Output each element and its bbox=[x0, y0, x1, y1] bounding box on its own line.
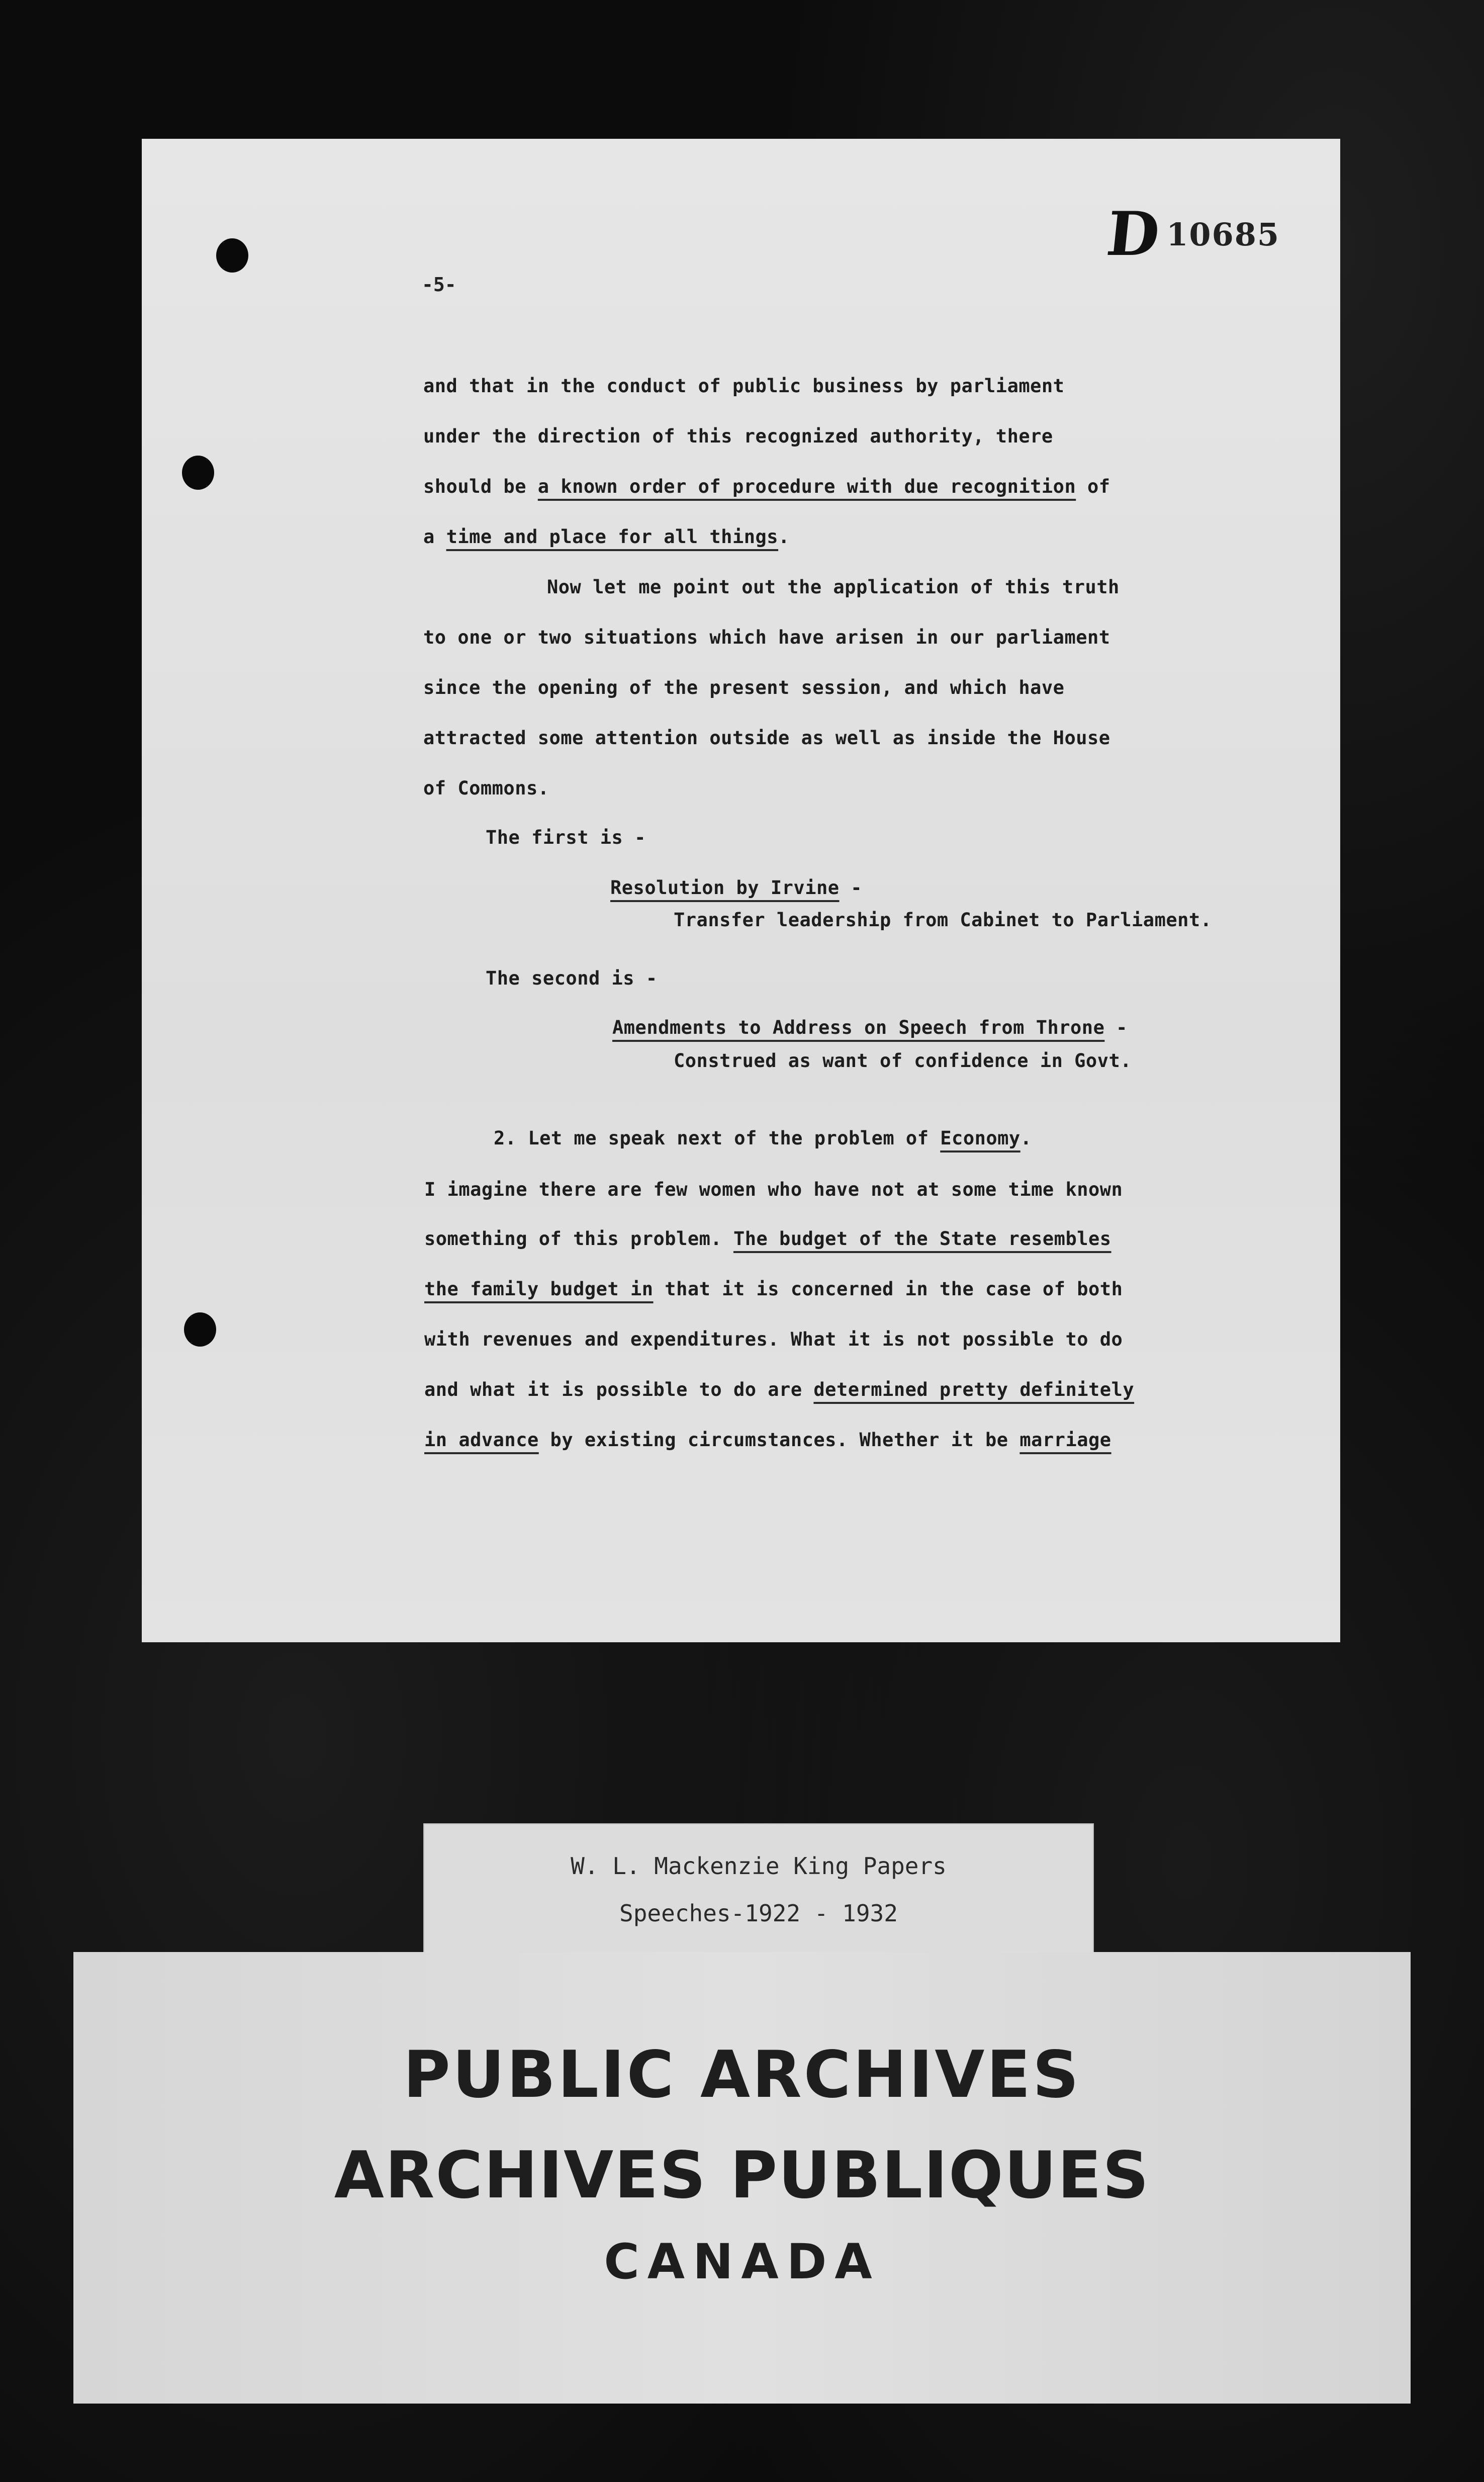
text-segment: of Commons. bbox=[423, 777, 549, 799]
punch-hole bbox=[182, 456, 214, 490]
text-segment: - bbox=[839, 877, 863, 899]
text-segment: Construed as want of confidence in Govt. bbox=[674, 1050, 1132, 1072]
text-line bbox=[674, 909, 1212, 931]
text-line bbox=[424, 1328, 1123, 1350]
text-segment: to one or two situations which have arisen in our parliament bbox=[423, 627, 1110, 648]
text-segment: 2. Let me speak next of the problem of bbox=[494, 1127, 941, 1149]
collection-series: Speeches-1922 - 1932 bbox=[619, 1900, 898, 1927]
text-segment: attracted some attention outside as well as inside the House bbox=[423, 727, 1110, 749]
text-line bbox=[424, 1179, 1123, 1200]
text-line bbox=[424, 1429, 1111, 1451]
text-line bbox=[612, 1017, 1128, 1038]
document-page bbox=[142, 139, 1340, 1642]
text-line bbox=[423, 425, 1053, 447]
text-line bbox=[423, 375, 1064, 397]
text-line bbox=[424, 1278, 1123, 1300]
text-line bbox=[423, 627, 1110, 648]
text-line bbox=[423, 777, 549, 799]
text-segment: under the direction of this recognized authority, there bbox=[423, 425, 1053, 447]
page-number: -5- bbox=[422, 274, 456, 296]
text-line bbox=[423, 727, 1110, 749]
text-segment: with revenues and expenditures. What it is not possible to do bbox=[424, 1328, 1123, 1350]
underlined-text: marriage bbox=[1019, 1429, 1111, 1451]
text-segment: of bbox=[1076, 476, 1110, 497]
text-line bbox=[610, 877, 862, 899]
underlined-text: The budget of the State resembles bbox=[733, 1228, 1111, 1250]
punch-hole bbox=[184, 1312, 216, 1347]
punch-hole bbox=[216, 238, 248, 273]
text-segment: something of this problem. bbox=[424, 1228, 733, 1250]
text-segment: . bbox=[1020, 1127, 1032, 1149]
text-segment: . bbox=[778, 526, 790, 548]
text-line bbox=[486, 967, 658, 989]
text-line bbox=[494, 1127, 1032, 1149]
reference-number: 10685 bbox=[1166, 216, 1280, 253]
archive-country: CANADA bbox=[604, 2234, 880, 2290]
text-segment: The second is - bbox=[486, 967, 658, 989]
collection-label bbox=[423, 1823, 1094, 1959]
archive-label bbox=[73, 1952, 1411, 2404]
collection-name: W. L. Mackenzie King Papers bbox=[571, 1852, 947, 1880]
text-line bbox=[424, 1228, 1111, 1250]
text-line bbox=[674, 1050, 1132, 1072]
text-segment: by existing circumstances. Whether it be bbox=[538, 1429, 1020, 1451]
text-segment: I imagine there are few women who have not at some time known bbox=[424, 1179, 1123, 1200]
underlined-text: Economy bbox=[940, 1127, 1021, 1149]
text-segment: a bbox=[423, 526, 446, 548]
text-line bbox=[547, 576, 1120, 598]
document-reference bbox=[1103, 199, 1280, 270]
text-segment: - bbox=[1104, 1017, 1128, 1038]
text-segment: and what it is possible to do are bbox=[424, 1379, 814, 1400]
text-segment: and that in the conduct of public business by parliament bbox=[423, 375, 1065, 397]
text-line bbox=[486, 827, 646, 848]
text-segment: should be bbox=[423, 476, 538, 497]
underlined-text: determined pretty definitely bbox=[813, 1379, 1135, 1400]
underlined-text: the family budget in bbox=[424, 1278, 654, 1300]
reference-prefix: D bbox=[1103, 199, 1163, 270]
text-segment: since the opening of the present session, and which have bbox=[423, 677, 1065, 698]
archive-name-fr: ARCHIVES PUBLIQUES bbox=[334, 2138, 1150, 2213]
text-line bbox=[423, 526, 790, 548]
text-segment: that it is concerned in the case of both bbox=[653, 1278, 1123, 1300]
text-line bbox=[424, 1379, 1134, 1400]
text-segment: The first is - bbox=[486, 827, 646, 848]
underlined-text: Amendments to Address on Speech from Throne bbox=[612, 1017, 1105, 1038]
text-segment: Now let me point out the application of this truth bbox=[547, 576, 1120, 598]
underlined-text: Resolution by Irvine bbox=[610, 877, 840, 899]
underlined-text: in advance bbox=[424, 1429, 539, 1451]
text-line bbox=[423, 677, 1064, 698]
underlined-text: time and place for all things bbox=[446, 526, 779, 548]
archive-name-en: PUBLIC ARCHIVES bbox=[403, 2037, 1081, 2112]
underlined-text: a known order of procedure with due recognition bbox=[537, 476, 1076, 497]
text-segment: Transfer leadership from Cabinet to Parliament. bbox=[674, 909, 1212, 931]
text-line bbox=[423, 476, 1110, 497]
